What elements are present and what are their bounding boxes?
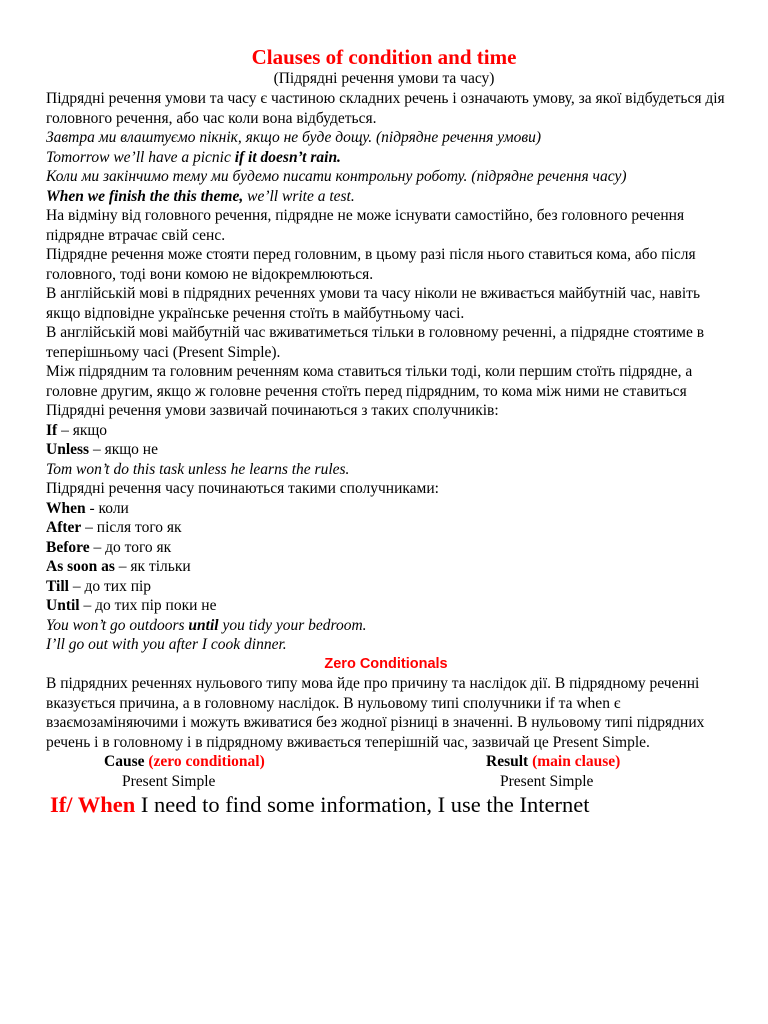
conjunction-meaning: – якщо не [89, 441, 158, 458]
conjunction-item [46, 577, 726, 597]
time-conjunctions-intro: Підрядні речення часу починаються такими сполучниками: [46, 480, 439, 497]
conjunction-item [46, 499, 726, 519]
conjunction-meaning: - коли [85, 499, 129, 517]
rule-paragraph-4: В англійській мові майбутній час вживатиметься тільки в головному реченні, а підрядне стоятиме в теперішньому часі (Present Simple). [46, 324, 705, 361]
conjunction-item [46, 440, 726, 460]
example-2-english [46, 187, 726, 207]
conjunction-word: Till [46, 577, 69, 595]
result-tense: Present Simple [500, 772, 594, 790]
conjunction-meaning: – якщо [57, 421, 108, 439]
zero-conditional-example [46, 791, 726, 819]
example-2-ukrainian: Коли ми закінчимо тему ми будемо писати контрольну роботу. (підрядне речення часу) [46, 168, 627, 185]
conjunction-word: Until [46, 597, 80, 614]
conjunction-meaning: – до тих пір поки не [79, 597, 217, 614]
example-2-english-clause: When we finish the this theme, [46, 187, 244, 205]
zero-conditionals-heading: Zero Conditionals [324, 655, 448, 672]
rule-paragraph-3: В англійській мові в підрядних реченнях умови та часу ніколи не вживається майбутній час, навіть якщо відповідне українське речення стоїть в майбутньому часі. [46, 285, 701, 322]
result-label: Result [486, 753, 529, 770]
cause-result-tense-row [46, 772, 726, 792]
conjunction-meaning: – як тільки [114, 558, 191, 575]
conjunction-meaning: – до тих пір [68, 577, 152, 595]
example-5: I’ll go out with you after I cook dinner. [46, 636, 287, 653]
rule-paragraph-1: На відміну від головного речення, підрядне не може існувати самостійно, без головного речення підрядне втрачає свій сенс. [46, 207, 685, 244]
conjunction-word: When [46, 499, 86, 517]
conjunction-word: If [46, 421, 58, 439]
conjunction-item [46, 518, 726, 538]
example-1-english-clause: if it doesn’t rain. [234, 148, 341, 166]
rule-paragraph-5: Між підрядним та головним реченням кома ставиться тільки тоді, коли першим стоїть підрядне, а головне другим, якщо ж головне речення стоїть перед підрядним, то кома між ними не ставиться [46, 363, 693, 400]
example-2-english-main: we’ll write a test. [243, 187, 355, 205]
zero-conditionals-paragraph: В підрядних реченнях нульового типу мова йде про причину та наслідок дії. В підрядному реченні вказується причина, а в головному наслідок. В нульовому типі сполучники if та when є взаємозаміняючими і можуть вживатися без жодної різниці в значенні. В нульовому типі підрядних речень і в головному і в підрядному вживається теперішній час, зазвичай це Present Simple. [46, 675, 705, 751]
conjunction-word: After [46, 519, 82, 536]
example-1-english [46, 148, 726, 168]
document-body [46, 89, 726, 819]
conjunction-item [46, 421, 726, 441]
example-1-english-main: Tomorrow we’ll have a picnic [46, 148, 235, 166]
cause-tense: Present Simple [122, 772, 216, 790]
example-sentence: I need to find some information, I use the Internet [135, 792, 590, 817]
conjunction-word: Before [46, 538, 90, 556]
example-conjunction: If/ When [50, 792, 136, 817]
example-4-part: You won’t go outdoors [46, 616, 189, 634]
cause-note: (zero conditional) [144, 753, 265, 770]
conjunction-word: Unless [46, 441, 90, 458]
condition-conjunctions-intro: Підрядні речення умови зазвичай починаються з таких сполучників: [46, 402, 499, 419]
conjunction-meaning: – до того як [89, 538, 172, 556]
result-note: (main clause) [528, 753, 621, 770]
conjunction-meaning: – після того як [81, 519, 182, 536]
conjunction-item [46, 557, 726, 577]
rule-paragraph-2: Підрядне речення може стояти перед головним, в цьому разі після нього ставиться кома, або після головного, тоді вони комою не відокремлюються. [46, 246, 696, 283]
conjunction-word: As soon as [46, 558, 115, 575]
cause-result-header-row [46, 752, 726, 772]
result-header [486, 752, 620, 772]
example-4 [46, 616, 726, 636]
conjunction-item [46, 596, 726, 616]
cause-header [104, 752, 265, 772]
conjunction-item [46, 538, 726, 558]
example-4-part: you tidy your bedroom. [218, 616, 367, 634]
example-3: Tom won’t do this task unless he learns the rules. [46, 460, 350, 478]
page-subtitle: (Підрядні речення умови та часу) [273, 70, 495, 87]
intro-paragraph: Підрядні речення умови та часу є частиною складних речень і означають умову, за якої відбудеться дія головного речення, або час коли вона відбудеться. [46, 90, 725, 127]
page-title: Clauses of condition and time [251, 45, 517, 69]
example-4-conjunction: until [188, 616, 219, 634]
cause-label: Cause [104, 753, 145, 770]
example-1-ukrainian: Завтра ми влаштуємо пікнік, якщо не буде дощу. (підрядне речення умови) [46, 129, 542, 146]
